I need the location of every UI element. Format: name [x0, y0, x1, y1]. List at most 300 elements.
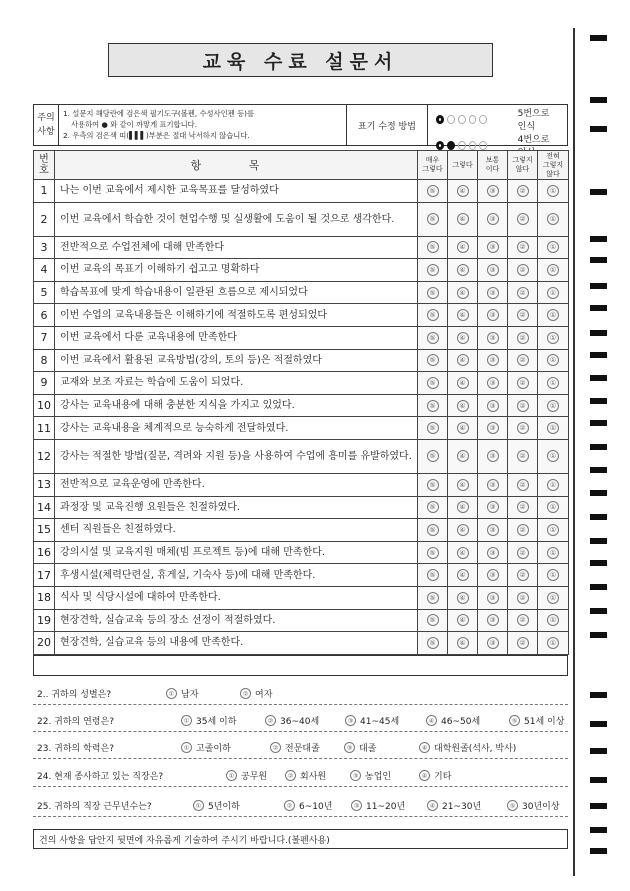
answer-bubble[interactable]: ⑤: [427, 569, 439, 581]
answer-cell[interactable]: [538, 632, 569, 655]
answer-bubble[interactable]: ①: [547, 524, 559, 536]
answer-bubble[interactable]: ②: [517, 287, 529, 299]
answer-cell[interactable]: [538, 586, 569, 609]
answer-bubble[interactable]: ②: [517, 501, 529, 513]
option-label: 대학원졸(석사, 박사): [434, 744, 517, 754]
row-item-text: 센터 직원들은 친절하였다.: [55, 519, 418, 542]
answer-cell[interactable]: [508, 281, 538, 304]
option-bubble[interactable]: ③: [345, 715, 356, 726]
option-bubble[interactable]: ②: [285, 770, 296, 781]
row-number: 11: [34, 417, 55, 440]
answer-cell[interactable]: [448, 180, 478, 203]
answer-cell[interactable]: [508, 304, 538, 327]
answer-cell[interactable]: [418, 541, 448, 564]
question-option[interactable]: [419, 741, 516, 754]
answer-cell[interactable]: [448, 564, 478, 587]
question-option[interactable]: [284, 799, 332, 812]
option-label: 36~40세: [280, 717, 320, 727]
table-row: [34, 304, 569, 327]
option-bubble[interactable]: ③: [350, 770, 361, 781]
answer-bubble[interactable]: ①: [547, 264, 559, 276]
question-option[interactable]: [426, 714, 480, 727]
option-bubble[interactable]: ④: [427, 800, 438, 811]
option-bubble[interactable]: ④: [419, 742, 430, 753]
answer-bubble[interactable]: ⑤: [427, 213, 439, 225]
answer-cell[interactable]: [478, 541, 508, 564]
answer-cell[interactable]: [448, 304, 478, 327]
answer-bubble[interactable]: ②: [517, 614, 529, 626]
answer-cell[interactable]: [448, 632, 478, 655]
question-option[interactable]: [351, 799, 405, 812]
answer-bubble[interactable]: ⑤: [427, 637, 439, 649]
answer-bubble[interactable]: ①: [547, 332, 559, 344]
question-option[interactable]: [181, 741, 231, 754]
answer-bubble[interactable]: ⑤: [427, 400, 439, 412]
answer-cell[interactable]: [448, 326, 478, 349]
answer-bubble[interactable]: ③: [487, 287, 499, 299]
answer-cell[interactable]: [478, 259, 508, 282]
timing-mark: [590, 467, 607, 473]
answer-cell[interactable]: [508, 519, 538, 542]
answer-bubble[interactable]: ②: [517, 592, 529, 604]
row-number: 7: [34, 326, 55, 349]
row-item-text: 후생시설(체력단련실, 휴게실, 기숙사 등)에 대해 만족한다.: [55, 564, 418, 587]
row-number: 16: [34, 541, 55, 564]
answer-cell[interactable]: [448, 519, 478, 542]
answer-cell[interactable]: [478, 304, 508, 327]
answer-bubble[interactable]: ①: [547, 479, 559, 491]
answer-bubble[interactable]: ③: [487, 479, 499, 491]
answer-cell[interactable]: [538, 236, 569, 259]
option-label: 전문대졸: [285, 744, 320, 754]
answer-bubble[interactable]: ④: [457, 614, 469, 626]
answer-bubble[interactable]: ④: [457, 332, 469, 344]
answer-bubble[interactable]: ④: [457, 422, 469, 434]
answer-bubble[interactable]: ②: [517, 332, 529, 344]
question-row: [33, 683, 568, 705]
answer-bubble[interactable]: ⑤: [427, 354, 439, 366]
answer-cell[interactable]: [508, 609, 538, 632]
timing-mark: [590, 420, 607, 426]
answer-cell[interactable]: [418, 180, 448, 203]
answer-bubble[interactable]: ③: [487, 501, 499, 513]
answer-cell[interactable]: [418, 609, 448, 632]
empty-circle-icon: [458, 141, 466, 150]
timing-mark: [590, 126, 607, 132]
timing-mark: [590, 257, 607, 263]
answer-bubble[interactable]: ①: [547, 592, 559, 604]
question-option[interactable]: [285, 769, 326, 782]
answer-bubble[interactable]: ⑤: [427, 241, 439, 253]
answer-cell[interactable]: [508, 439, 538, 473]
answer-cell[interactable]: [448, 586, 478, 609]
answer-bubble[interactable]: ③: [487, 547, 499, 559]
answer-cell[interactable]: [478, 372, 508, 395]
answer-bubble[interactable]: ⑤: [427, 479, 439, 491]
answer-cell[interactable]: [508, 202, 538, 236]
answer-cell[interactable]: [478, 609, 508, 632]
answer-cell[interactable]: [478, 326, 508, 349]
option-bubble[interactable]: ①: [226, 770, 237, 781]
option-bubble[interactable]: ①: [181, 742, 192, 753]
answer-bubble[interactable]: ①: [547, 185, 559, 197]
answer-cell[interactable]: [448, 609, 478, 632]
row-item-text: 이번 교육에서 다룬 교육내용에 만족한다: [55, 326, 418, 349]
answer-bubble[interactable]: ④: [457, 569, 469, 581]
answer-cell[interactable]: [418, 326, 448, 349]
row-number: 4: [34, 259, 55, 282]
option-label: 남자: [181, 690, 199, 700]
answer-cell[interactable]: [538, 326, 569, 349]
answer-cell[interactable]: [478, 349, 508, 372]
timing-mark: [590, 490, 607, 496]
answer-cell[interactable]: [418, 519, 448, 542]
answer-cell[interactable]: [478, 586, 508, 609]
answer-bubble[interactable]: ⑤: [427, 264, 439, 276]
answer-cell[interactable]: [508, 326, 538, 349]
row-number: 3: [34, 236, 55, 259]
answer-bubble[interactable]: ③: [487, 614, 499, 626]
option-bubble[interactable]: ②: [240, 688, 251, 699]
answer-cell[interactable]: [508, 564, 538, 587]
table-row: [34, 180, 569, 203]
answer-bubble[interactable]: ④: [457, 479, 469, 491]
option-bubble[interactable]: ①: [166, 688, 177, 699]
answer-bubble[interactable]: ②: [517, 479, 529, 491]
answer-bubble[interactable]: ⑤: [427, 377, 439, 389]
question-option[interactable]: [344, 741, 376, 754]
answer-cell[interactable]: [418, 349, 448, 372]
answer-bubble[interactable]: ⑤: [427, 592, 439, 604]
answer-cell[interactable]: [418, 496, 448, 519]
answer-bubble[interactable]: ③: [487, 592, 499, 604]
table-row: [34, 632, 569, 655]
answer-cell[interactable]: [508, 586, 538, 609]
answer-bubble[interactable]: ④: [457, 264, 469, 276]
answer-cell[interactable]: [538, 417, 569, 440]
answer-bubble[interactable]: ④: [457, 450, 469, 462]
correction-example-1-text: 5번으로 인식: [517, 109, 550, 132]
answer-bubble[interactable]: ⑤: [427, 547, 439, 559]
question-option[interactable]: [166, 687, 198, 700]
answer-bubble[interactable]: ②: [517, 241, 529, 253]
table-row: [34, 326, 569, 349]
answer-bubble[interactable]: ④: [457, 524, 469, 536]
option-label: 41~45세: [360, 717, 400, 727]
question-option[interactable]: [265, 714, 319, 727]
row-item-text: 현장견학, 실습교육 등의 내용에 만족한다.: [55, 632, 418, 655]
answer-bubble[interactable]: ②: [517, 309, 529, 321]
answer-cell[interactable]: [478, 281, 508, 304]
answer-cell[interactable]: [448, 202, 478, 236]
answer-cell[interactable]: [448, 281, 478, 304]
answer-cell[interactable]: [418, 236, 448, 259]
answer-cell[interactable]: [418, 473, 448, 496]
answer-bubble[interactable]: ①: [547, 422, 559, 434]
answer-bubble[interactable]: ②: [517, 213, 529, 225]
answer-bubble[interactable]: ①: [547, 501, 559, 513]
answer-cell[interactable]: [478, 417, 508, 440]
question-row: [33, 710, 568, 732]
answer-cell[interactable]: [478, 202, 508, 236]
answer-bubble[interactable]: ②: [517, 637, 529, 649]
answer-cell[interactable]: [508, 394, 538, 417]
option-bubble[interactable]: ①: [193, 800, 204, 811]
correction-example-1: [436, 106, 559, 132]
answer-cell[interactable]: [448, 439, 478, 473]
answer-cell[interactable]: [448, 372, 478, 395]
question-option[interactable]: [509, 714, 564, 727]
answer-bubble[interactable]: ①: [547, 547, 559, 559]
answer-bubble[interactable]: ⑤: [427, 450, 439, 462]
answer-bubble[interactable]: ③: [487, 241, 499, 253]
answer-cell[interactable]: [538, 304, 569, 327]
option-label: 6~10년: [299, 802, 333, 812]
answer-cell[interactable]: [478, 394, 508, 417]
question-option[interactable]: [507, 799, 560, 812]
table-row: [34, 349, 569, 372]
row-number: 13: [34, 473, 55, 496]
answer-cell[interactable]: [508, 417, 538, 440]
option-bubble[interactable]: ④: [426, 715, 437, 726]
answer-bubble[interactable]: ①: [547, 614, 559, 626]
answer-cell[interactable]: [508, 259, 538, 282]
answer-bubble[interactable]: ①: [547, 309, 559, 321]
timing-mark: [590, 538, 607, 544]
answer-cell[interactable]: [448, 394, 478, 417]
question-label: 25. 귀하의 직장 근무년수는?: [37, 802, 152, 812]
answer-bubble[interactable]: ④: [457, 309, 469, 321]
answer-bubble[interactable]: ③: [487, 377, 499, 389]
answer-cell[interactable]: [538, 259, 569, 282]
answer-cell[interactable]: [478, 564, 508, 587]
table-row: [34, 417, 569, 440]
answer-cell[interactable]: [448, 236, 478, 259]
option-bubble[interactable]: ①: [181, 715, 192, 726]
survey-header-row: [34, 151, 569, 180]
answer-bubble[interactable]: ①: [547, 241, 559, 253]
answer-cell[interactable]: [418, 372, 448, 395]
answer-bubble[interactable]: ②: [517, 524, 529, 536]
answer-cell[interactable]: [448, 473, 478, 496]
option-label: 51세 이상: [524, 717, 565, 727]
answer-bubble[interactable]: ③: [487, 185, 499, 197]
answer-bubble[interactable]: ①: [547, 354, 559, 366]
row-number: 15: [34, 519, 55, 542]
row-number: 12: [34, 439, 55, 473]
answer-bubble[interactable]: ⑤: [427, 185, 439, 197]
answer-bubble[interactable]: ③: [487, 309, 499, 321]
answer-cell[interactable]: [418, 202, 448, 236]
answer-bubble[interactable]: ③: [487, 422, 499, 434]
timing-mark: [590, 803, 607, 809]
answer-bubble[interactable]: ③: [487, 524, 499, 536]
answer-bubble[interactable]: ④: [457, 241, 469, 253]
empty-circle-icon: [479, 115, 487, 124]
answer-cell[interactable]: [478, 473, 508, 496]
answer-cell[interactable]: [538, 473, 569, 496]
answer-bubble[interactable]: ④: [457, 287, 469, 299]
option-bubble[interactable]: ②: [270, 742, 281, 753]
answer-cell[interactable]: [538, 496, 569, 519]
answer-cell[interactable]: [418, 439, 448, 473]
row-number: 14: [34, 496, 55, 519]
answer-bubble[interactable]: ⑤: [427, 309, 439, 321]
answer-bubble[interactable]: ②: [517, 422, 529, 434]
answer-bubble[interactable]: ③: [487, 264, 499, 276]
option-label: 여자: [255, 690, 273, 700]
row-number: 1: [34, 180, 55, 203]
question-option[interactable]: [419, 769, 451, 782]
answer-cell[interactable]: [478, 496, 508, 519]
question-option[interactable]: [226, 769, 267, 782]
answer-bubble[interactable]: ①: [547, 450, 559, 462]
answer-bubble[interactable]: ③: [487, 400, 499, 412]
answer-cell[interactable]: [538, 519, 569, 542]
answer-cell[interactable]: [448, 259, 478, 282]
answer-bubble[interactable]: ④: [457, 213, 469, 225]
answer-cell[interactable]: [478, 180, 508, 203]
answer-bubble[interactable]: ③: [487, 569, 499, 581]
timing-mark: [590, 777, 607, 783]
answer-cell[interactable]: [508, 180, 538, 203]
answer-bubble[interactable]: ④: [457, 592, 469, 604]
option-bubble[interactable]: ②: [284, 800, 295, 811]
answer-cell[interactable]: [508, 236, 538, 259]
answer-cell[interactable]: [418, 586, 448, 609]
answer-cell[interactable]: [478, 632, 508, 655]
row-item-text: 이번 교육의 목표기 이해하기 쉽고고 명확하다: [55, 259, 418, 282]
option-label: 농업인: [365, 772, 392, 782]
question-label: 23. 귀하의 학력은?: [37, 744, 114, 754]
answer-bubble[interactable]: ②: [517, 400, 529, 412]
timing-mark: [590, 748, 607, 754]
answer-bubble[interactable]: ⑤: [427, 524, 439, 536]
answer-cell[interactable]: [538, 609, 569, 632]
answer-bubble[interactable]: ④: [457, 400, 469, 412]
answer-cell[interactable]: [508, 496, 538, 519]
answer-cell[interactable]: [538, 281, 569, 304]
answer-bubble[interactable]: ①: [547, 213, 559, 225]
notice-line2: 사용하여 ● 와 같이 까맣게 표기합니다.: [71, 120, 198, 129]
answer-cell[interactable]: [508, 372, 538, 395]
table-row: [34, 496, 569, 519]
answer-cell[interactable]: [538, 541, 569, 564]
answer-bubble[interactable]: ④: [457, 501, 469, 513]
question-option[interactable]: [345, 714, 399, 727]
question-option[interactable]: [181, 714, 236, 727]
answer-bubble[interactable]: ①: [547, 377, 559, 389]
answer-cell[interactable]: [538, 394, 569, 417]
answer-cell[interactable]: [538, 180, 569, 203]
answer-bubble[interactable]: ②: [517, 377, 529, 389]
option-bubble[interactable]: ③: [351, 800, 362, 811]
answer-cell[interactable]: [538, 202, 569, 236]
answer-cell[interactable]: [448, 417, 478, 440]
answer-bubble[interactable]: ⑤: [427, 614, 439, 626]
answer-bubble[interactable]: ⑤: [427, 501, 439, 513]
answer-cell[interactable]: [508, 541, 538, 564]
question-option[interactable]: [427, 799, 481, 812]
timing-mark: [590, 283, 607, 289]
timing-mark: [590, 827, 607, 833]
answer-cell[interactable]: [538, 372, 569, 395]
answer-cell[interactable]: [508, 632, 538, 655]
row-number: 8: [34, 349, 55, 372]
answer-bubble[interactable]: ⑤: [427, 287, 439, 299]
timing-mark: [590, 330, 607, 336]
option-bubble[interactable]: ⑤: [507, 800, 518, 811]
answer-bubble[interactable]: ⑤: [427, 422, 439, 434]
answer-cell[interactable]: [448, 496, 478, 519]
answer-bubble[interactable]: ①: [547, 569, 559, 581]
answer-cell[interactable]: [418, 632, 448, 655]
answer-bubble[interactable]: ②: [517, 185, 529, 197]
answer-cell[interactable]: [538, 439, 569, 473]
answer-cell[interactable]: [478, 519, 508, 542]
answer-bubble[interactable]: ③: [487, 450, 499, 462]
option-label: 고졸이하: [196, 744, 231, 754]
answer-bubble[interactable]: ③: [487, 354, 499, 366]
answer-bubble[interactable]: ④: [457, 547, 469, 559]
answer-cell[interactable]: [418, 394, 448, 417]
answer-bubble[interactable]: ④: [457, 377, 469, 389]
answer-cell[interactable]: [538, 564, 569, 587]
answer-cell[interactable]: [508, 349, 538, 372]
option-bubble[interactable]: ④: [419, 770, 430, 781]
answer-bubble[interactable]: ⑤: [427, 332, 439, 344]
answer-cell[interactable]: [418, 259, 448, 282]
option-bubble[interactable]: ②: [265, 715, 276, 726]
answer-bubble[interactable]: ①: [547, 637, 559, 649]
answer-bubble[interactable]: ①: [547, 287, 559, 299]
option-bubble[interactable]: ③: [344, 742, 355, 753]
answer-bubble[interactable]: ③: [487, 332, 499, 344]
answer-cell[interactable]: [478, 439, 508, 473]
empty-circle-icon: [469, 115, 477, 124]
answer-cell[interactable]: [418, 304, 448, 327]
question-option[interactable]: [270, 741, 320, 754]
page-title: 교육 수료 설문서: [108, 43, 493, 77]
answer-cell[interactable]: [448, 541, 478, 564]
question-option[interactable]: [240, 687, 272, 700]
answer-bubble[interactable]: ③: [487, 213, 499, 225]
answer-bubble[interactable]: ②: [517, 354, 529, 366]
answer-bubble[interactable]: ④: [457, 354, 469, 366]
row-number: 10: [34, 394, 55, 417]
answer-bubble[interactable]: ①: [547, 400, 559, 412]
answer-cell[interactable]: [448, 349, 478, 372]
answer-bubble[interactable]: ②: [517, 547, 529, 559]
answer-bubble[interactable]: ④: [457, 637, 469, 649]
answer-cell[interactable]: [478, 236, 508, 259]
answer-cell[interactable]: [418, 417, 448, 440]
answer-cell[interactable]: [418, 564, 448, 587]
answer-cell[interactable]: [418, 281, 448, 304]
answer-bubble[interactable]: ②: [517, 569, 529, 581]
row-item-text: 식사 및 식당시설에 대하여 만족한다.: [55, 586, 418, 609]
question-option[interactable]: [193, 799, 240, 812]
option-bubble[interactable]: ⑤: [509, 715, 520, 726]
answer-cell[interactable]: [508, 473, 538, 496]
answer-bubble[interactable]: ②: [517, 450, 529, 462]
row-number: 20: [34, 632, 55, 655]
answer-bubble[interactable]: ④: [457, 185, 469, 197]
answer-cell[interactable]: [538, 349, 569, 372]
answer-bubble[interactable]: ②: [517, 264, 529, 276]
question-option[interactable]: [350, 769, 391, 782]
answer-bubble[interactable]: ③: [487, 637, 499, 649]
